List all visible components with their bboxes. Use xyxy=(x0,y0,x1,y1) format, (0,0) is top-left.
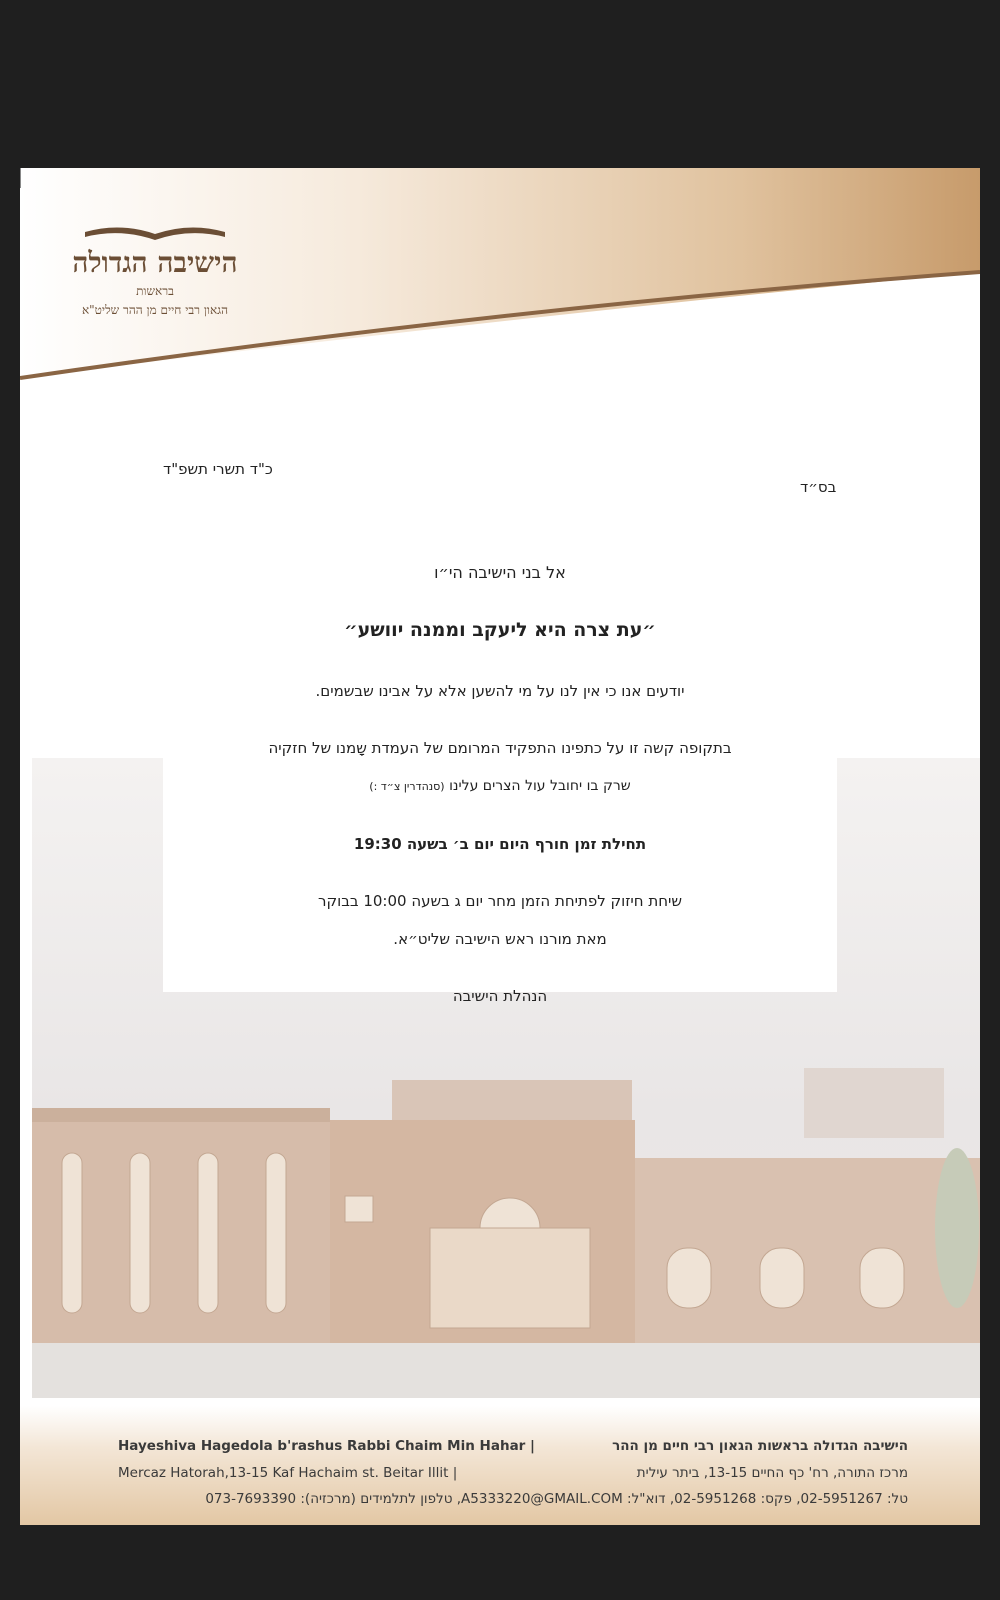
logo-subtitle: בראשות xyxy=(136,284,174,298)
footer-address-hebrew: מרכז התורה, רח' כף החיים 13-15, ביתר עילית xyxy=(636,1465,908,1481)
talk-speaker-line: מאת מורנו ראש הישיבה שליט״א. xyxy=(393,930,607,948)
letter-paragraph-1: יודעים אנו כי אין לנו על מי להשען אלא על אבינו שבשמים. xyxy=(315,682,685,700)
bsd-header: בס״ד xyxy=(800,478,837,496)
open-book-icon xyxy=(80,220,230,246)
semester-start-time: תחילת זמן חורף היום יום ב׳ בשעה 19:30 xyxy=(353,835,647,853)
page-corner-mark xyxy=(20,168,31,188)
letter-footer xyxy=(20,1406,980,1525)
letter-paragraph-2: בתקופה קשה זו על כתפינו התפקיד המרומם של העמדת שָמנו של חזקיה xyxy=(268,739,732,757)
source-reference: (סנהדרין צ״ד :) xyxy=(369,780,445,793)
letter-heading-quote: ״עת צרה היא ליעקב וממנה יוושע״ xyxy=(344,619,656,641)
footer-name-hebrew: הישיבה הגדולה בראשות הגאון רבי חיים מן ההר xyxy=(612,1438,908,1454)
yeshiva-logo xyxy=(60,220,250,318)
letter-date: כ"ד תשרי תשפ"ד xyxy=(163,460,273,478)
letter-recipient: אל בני הישיבה הי״ו xyxy=(434,563,566,582)
letter-paragraph-3 xyxy=(163,778,837,794)
letter-page xyxy=(20,168,980,1525)
letter-signature: הנהלת הישיבה xyxy=(452,987,548,1005)
opening-talk-line: שיחת חיזוק לפתיחת הזמן מחר יום ג בשעה 10:00 בבוקר xyxy=(318,892,682,910)
logo-title: הישיבה הגדולה xyxy=(72,246,238,279)
logo-rabbi-name: הגאון רבי חיים מן ההר שליט"א xyxy=(81,303,229,317)
footer-contact-details: טל: 02-5951267, פקס: 02-5951268, דוא"ל: A5333220@GMAIL.COM, טלפון לתלמידים (מרכזיה): 073-7693390 xyxy=(205,1491,908,1507)
footer-name-english: Hayeshiva Hagedola b'rashus Rabbi Chaim Min Hahar | xyxy=(118,1438,535,1454)
footer-address-english: Mercaz Hatorah,13-15 Kaf Hachaim st. Beitar Illit | xyxy=(118,1465,458,1481)
paragraph-3-text: שרק בו יחובל עול הצרים עלינו xyxy=(449,778,631,794)
